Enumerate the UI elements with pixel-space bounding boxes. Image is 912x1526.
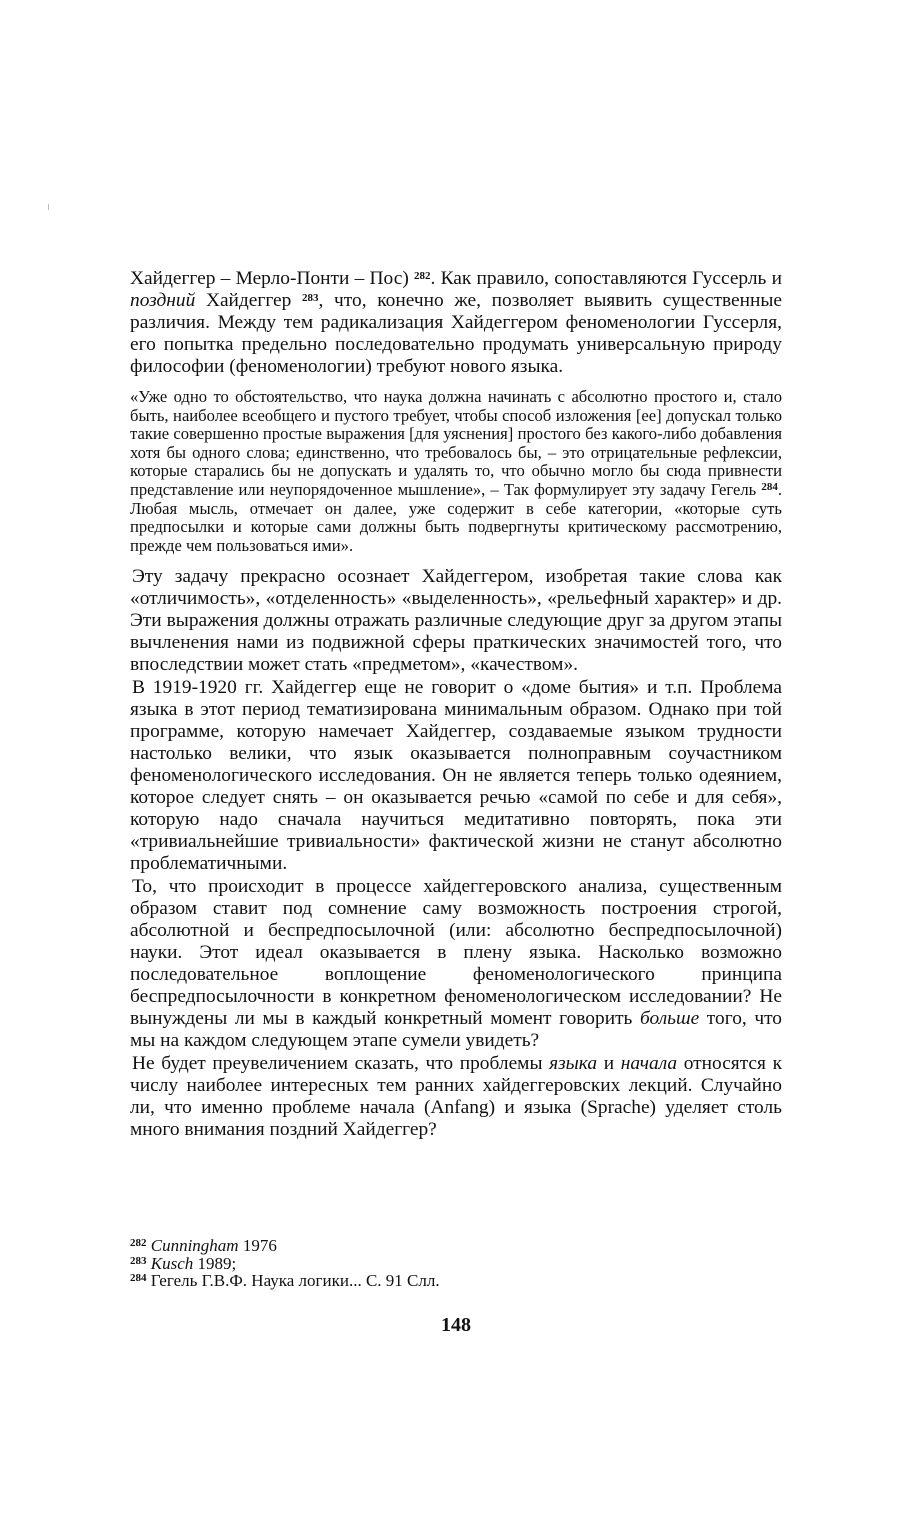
footnote-ref: 282	[414, 270, 431, 282]
text-run: относятся к числу наиболее интересных тем ранних хайдеггеровских лекций. Случайно ли, что именно проблеме начала (Anfang) и языка (Sprache) уделяет столь много внимания поздний Хайдеггер?	[130, 1053, 782, 1141]
paragraph-3: В 1919-1920 гг. Хайдеггер еще не говорит о «доме бытия» и т.п. Проблема языка в этот период тематизирована минимальным образом. Однако при той программе, которую намечает Хайдеггер, создаваемые языком трудности настолько велики, что язык оказывается полноправным соучастником феноменологического исследования. Он не является теперь только одеянием, которое следует снять – он оказывается речью «самой по себе и для себя», которую надо сначала научиться медитативно повторять, пока эти «тривиальнейшие тривиальности» фактической жизни не станут абсолютно проблематичными.	[130, 677, 782, 875]
footnote-author: Cunningham	[150, 1236, 239, 1255]
main-text	[130, 268, 782, 1141]
paragraph-5	[130, 1053, 782, 1141]
emphasis: больше	[639, 1008, 700, 1030]
text-run: и	[597, 1053, 621, 1075]
emphasis: поздний	[130, 290, 196, 311]
footnote-text: Гегель Г.В.Ф. Наука логики... С. 91 Слл.	[146, 1271, 440, 1290]
footnote-text: 1976	[238, 1236, 277, 1255]
page-number: 148	[441, 1314, 471, 1336]
text-run: . Любая мысль, отмечает он далее, уже содержит в себе категории, «которые суть предпосылки и которые сами должны быть подвергнуты критическому рассмотрению, прежде чем пользоваться ими».	[130, 479, 782, 555]
text-run: . Как правило, сопоставляются Гуссерль и	[430, 268, 782, 289]
text-run: того, что мы на каждом следующем этапе сумели увидеть?	[130, 1008, 782, 1052]
text-run: «Уже одно то обстоятельство, что наука должна начинать с абсолютно простого и, стало быть, наиболее всеобщего и пустого требует, чтобы способ изложения [ее] допускал только такие совершенно простые выражения [для уяснения] простого без какого-либо добавления хотя бы одного слова; единственно, что требовалось бы, – это отрицательные рефлексии, которые старались бы не допускать и удалять то, что обычно могло бы сюда привнести представление или неупорядоченное мышление», – Так формулирует эту задачу Гегель	[130, 387, 782, 499]
margin-mark	[48, 204, 49, 210]
paragraph-4	[130, 876, 782, 1052]
footnote-282	[130, 1237, 630, 1255]
footnote-author: Kusch	[150, 1253, 194, 1273]
text-run: , что, конечно же, позволяет выявить существенные различия. Между тем радикализация Хайдеггером феноменологии Гуссерля, его попытка предельно последовательно продумать универсальную природу философии (феноменологии) требуют нового языка.	[130, 290, 782, 377]
footnotes	[130, 1237, 630, 1290]
text-run: Хайдеггер	[195, 290, 303, 311]
footnote-284	[130, 1272, 630, 1290]
footnote-283	[130, 1255, 630, 1273]
emphasis: начала	[620, 1053, 678, 1075]
emphasis: языка	[549, 1053, 598, 1075]
footnote-ref: 283	[302, 292, 319, 304]
footnote-number: 284	[130, 1272, 147, 1284]
text-run: То, что происходит в процессе хайдеггеровского анализа, существенным образом ставит под сомнение саму возможность построения строгой, абсолютной и беспредпосылочной (или: абсолютно беспредпосылочной) науки. Этот идеал оказывается в плену языка. Насколько возможно последовательное воплощение феноменологического принципа беспредпосылочности в конкретном феноменологическом исследовании? Не вынуждены ли мы в каждый конкретный момент говорить	[130, 876, 782, 1030]
block-quote	[130, 388, 782, 555]
footnote-text: 1989;	[193, 1253, 237, 1273]
paragraph-1	[130, 268, 782, 378]
footnote-ref: 284	[761, 480, 778, 493]
footnote-number: 283	[130, 1254, 147, 1267]
paragraph-2: Эту задачу прекрасно осознает Хайдеггером, изобретая такие слова как «отличимость», «отделенность» «выделенность», «рельефный характер» и др. Эти выражения должны отражать различные следующие друг за другом этапы вычленения нами из подвижной сферы праткических значимостей того, что впоследствии может стать «предметом», «качеством».	[130, 566, 782, 676]
text-run: Хайдеггер – Мерло-Понти – Пос)	[130, 268, 415, 289]
text-run: Не будет преувеличением сказать, что проблемы	[132, 1053, 550, 1075]
footnote-number: 282	[130, 1237, 147, 1249]
